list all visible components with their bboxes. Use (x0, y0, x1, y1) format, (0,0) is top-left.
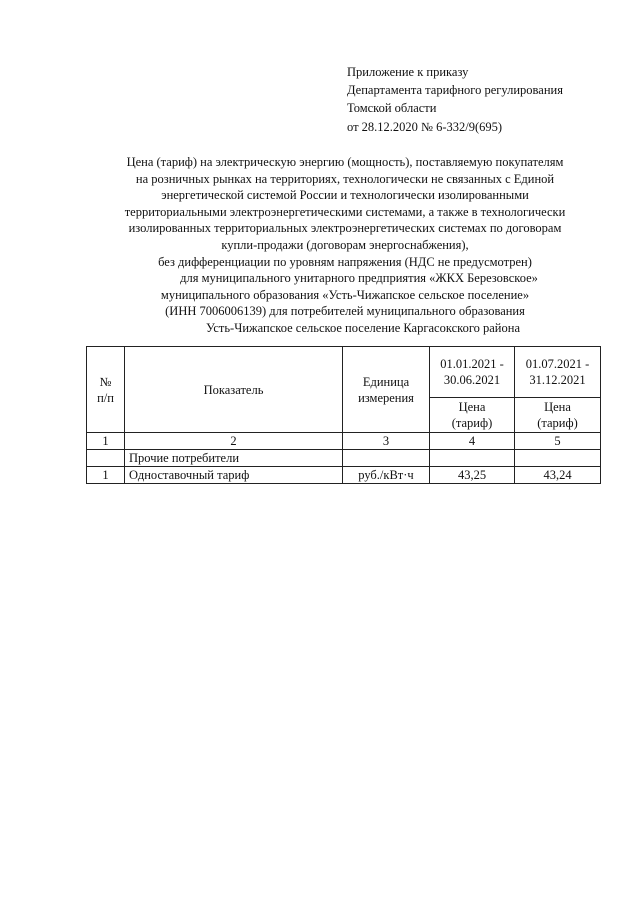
header-num-line1: № (99, 374, 112, 389)
appendix-line: Департамента тарифного регулирования (347, 83, 563, 98)
document-title (80, 154, 610, 337)
header-num-line2: п/п (97, 390, 114, 405)
row-indicator: Одноставочный тариф (125, 467, 343, 484)
price2-line1: Цена (544, 400, 571, 414)
period1-line2: 30.06.2021 (443, 373, 501, 387)
appendix-line: от 28.12.2020 № 6-332/9(695) (347, 119, 503, 134)
title-line: без дифференциации по уровням напряжения (НДС не предусмотрен) (158, 254, 532, 269)
row-price-2: 43,24 (515, 467, 601, 484)
price2-line2: (тариф) (537, 416, 578, 430)
appendix-block (347, 63, 632, 136)
period2-line2: 31.12.2021 (529, 373, 586, 387)
row-num: 1 (87, 467, 125, 484)
header-period-2 (515, 347, 601, 398)
title-line: Усть-Чижапское сельское поселение Каргасокского района (205, 320, 520, 335)
title-line: территориальными электроэнергетическими системами, а также в технологически (124, 204, 566, 219)
period1-line1: 01.01.2021 - (440, 357, 504, 371)
price1-line1: Цена (458, 400, 486, 414)
title-line: (ИНН 7006006139) для потребителей муниципального образования (165, 304, 525, 319)
group-label: Прочие потребители (125, 450, 343, 467)
header-unit (343, 347, 430, 433)
title-line: муниципального образования «Усть-Чижапское сельское поселение» (160, 287, 530, 302)
group-empty-cell (430, 450, 515, 467)
tariff-table (86, 346, 601, 484)
title-line: купли-продажи (договорам энергоснабжения), (221, 237, 469, 252)
header-indicator: Показатель (125, 347, 343, 433)
group-row (87, 450, 601, 467)
group-empty-cell (87, 450, 125, 467)
table-header-row (87, 347, 601, 398)
group-empty-cell (515, 450, 601, 467)
column-number: 4 (430, 433, 515, 450)
period2-line1: 01.07.2021 - (525, 357, 590, 371)
column-number: 3 (343, 433, 430, 450)
title-line: для муниципального унитарного предприятия «ЖКХ Березовское» (180, 271, 538, 286)
header-unit-line1: Единица (362, 374, 410, 389)
table-row (87, 467, 601, 484)
row-unit: руб./кВт·ч (343, 467, 430, 484)
title-line: Цена (тариф) на электрическую энергию (мощность), поставляемую покупателям (126, 155, 564, 169)
appendix-line: Томской области (347, 101, 437, 116)
group-empty-cell (343, 450, 430, 467)
header-price-1 (430, 398, 515, 433)
header-period-1 (430, 347, 515, 398)
title-line: изолированных территориальных электроэнергетических системах по договорам (128, 221, 562, 236)
appendix-line: Приложение к приказу (347, 65, 469, 79)
header-unit-line2: измерения (358, 390, 414, 405)
column-number: 2 (125, 433, 343, 450)
column-number: 1 (87, 433, 125, 450)
header-num (87, 347, 125, 433)
column-number: 5 (515, 433, 601, 450)
title-line: на розничных рынках на территориях, технологически не связанных с Единой (135, 171, 555, 186)
header-price-2 (515, 398, 601, 433)
title-line: энергетической системой России и технологически изолированными (161, 188, 529, 203)
column-number-row (87, 433, 601, 450)
row-price-1: 43,25 (430, 467, 515, 484)
price1-line2: (тариф) (451, 416, 493, 430)
